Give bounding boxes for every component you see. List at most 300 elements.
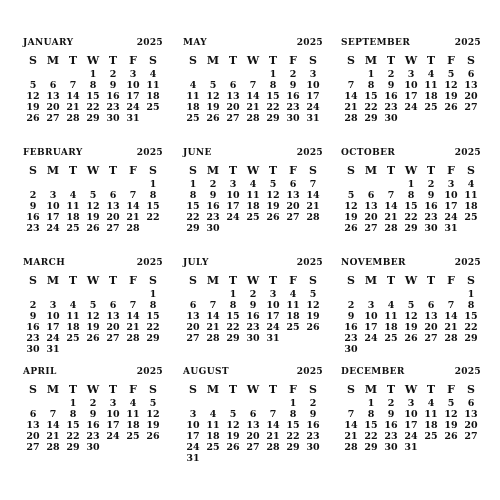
day-cell: 2 — [29, 300, 37, 311]
weekday-label: T — [386, 274, 396, 287]
day-cell: 14 — [126, 201, 140, 212]
day-cell: 20 — [26, 431, 40, 442]
day-cell: 9 — [387, 80, 395, 91]
day-cell: 1 — [189, 179, 197, 190]
weekday-label: F — [289, 274, 297, 287]
day-cell: 3 — [229, 179, 237, 190]
month-name: NOVEMBER — [341, 258, 406, 268]
weekday-label: S — [347, 164, 355, 177]
weeks-grid — [341, 289, 481, 355]
day-cell: 21 — [306, 201, 320, 212]
day-cell: 7 — [347, 80, 355, 91]
weekday-label: S — [309, 383, 317, 396]
day-cell: 4 — [189, 80, 197, 91]
day-cell: 3 — [407, 398, 415, 409]
empty-day-cell — [421, 344, 441, 355]
day-cell: 15 — [404, 201, 418, 212]
weekday-header-row — [23, 273, 163, 289]
month-header — [23, 38, 163, 52]
day-cell: 13 — [364, 201, 378, 212]
weekday-header-row — [183, 273, 323, 289]
day-cell: 18 — [186, 102, 200, 113]
day-cell: 12 — [26, 91, 40, 102]
day-cell: 23 — [206, 212, 220, 223]
month-year: 2025 — [136, 258, 163, 268]
day-cell: 9 — [209, 190, 217, 201]
empty-day-cell — [341, 69, 361, 80]
week-row — [183, 223, 323, 234]
day-cell: 25 — [424, 102, 438, 113]
day-cell: 12 — [146, 409, 160, 420]
empty-day-cell — [303, 333, 323, 344]
day-cell: 13 — [106, 311, 120, 322]
day-cell: 6 — [109, 300, 117, 311]
day-cell: 21 — [246, 102, 260, 113]
day-cell: 19 — [344, 212, 358, 223]
weekday-label: T — [228, 274, 238, 287]
day-cell: 9 — [309, 409, 317, 420]
day-cell: 27 — [186, 333, 200, 344]
day-cell: 9 — [109, 80, 117, 91]
day-cell: 24 — [404, 431, 418, 442]
day-cell: 6 — [467, 69, 475, 80]
weeks-grid — [183, 398, 323, 464]
week-row — [23, 311, 163, 322]
weekday-label: W — [404, 274, 418, 287]
month-name: OCTOBER — [341, 148, 396, 158]
day-cell: 14 — [246, 91, 260, 102]
empty-day-cell — [341, 179, 361, 190]
day-cell: 9 — [427, 190, 435, 201]
day-cell: 8 — [269, 80, 277, 91]
month-block-may — [183, 38, 323, 124]
weekday-label: M — [206, 274, 220, 287]
day-cell: 18 — [126, 420, 140, 431]
weekday-label: F — [289, 54, 297, 67]
day-cell: 10 — [404, 409, 418, 420]
day-cell: 28 — [126, 333, 140, 344]
day-cell: 19 — [226, 431, 240, 442]
day-cell: 20 — [106, 322, 120, 333]
day-cell: 17 — [46, 212, 60, 223]
weekday-label: S — [467, 274, 475, 287]
day-cell: 30 — [384, 442, 398, 453]
week-row — [23, 80, 163, 91]
day-cell: 22 — [286, 431, 300, 442]
week-row — [341, 223, 481, 234]
day-cell: 19 — [86, 212, 100, 223]
month-year: 2025 — [136, 148, 163, 158]
weekday-label: W — [246, 274, 260, 287]
month-block-november — [341, 258, 481, 355]
day-cell: 10 — [46, 311, 60, 322]
day-cell: 7 — [129, 190, 137, 201]
day-cell: 13 — [424, 311, 438, 322]
empty-day-cell — [421, 289, 441, 300]
week-row — [341, 91, 481, 102]
weekday-label: W — [404, 383, 418, 396]
month-header — [183, 367, 323, 381]
weekday-label: W — [86, 383, 100, 396]
day-cell: 26 — [146, 431, 160, 442]
weeks-grid — [23, 179, 163, 234]
week-row — [341, 212, 481, 223]
empty-day-cell — [441, 344, 461, 355]
day-cell: 27 — [364, 223, 378, 234]
day-cell: 14 — [344, 91, 358, 102]
day-cell: 6 — [229, 80, 237, 91]
day-cell: 23 — [344, 333, 358, 344]
month-header — [183, 148, 323, 162]
day-cell: 4 — [467, 179, 475, 190]
day-cell: 7 — [69, 80, 77, 91]
day-cell: 12 — [226, 420, 240, 431]
weekday-label: M — [206, 164, 220, 177]
day-cell: 5 — [149, 398, 157, 409]
empty-day-cell — [361, 289, 381, 300]
day-cell: 8 — [229, 300, 237, 311]
day-cell: 30 — [106, 113, 120, 124]
day-cell: 31 — [306, 113, 320, 124]
week-row — [23, 113, 163, 124]
day-cell: 27 — [464, 431, 478, 442]
day-cell: 26 — [266, 212, 280, 223]
day-cell: 14 — [46, 420, 60, 431]
weekday-label: T — [386, 164, 396, 177]
day-cell: 5 — [347, 190, 355, 201]
week-row — [23, 442, 163, 453]
weekday-label: T — [68, 274, 78, 287]
weekday-label: S — [467, 54, 475, 67]
empty-day-cell — [183, 398, 203, 409]
week-row — [341, 102, 481, 113]
week-row — [341, 409, 481, 420]
day-cell: 8 — [89, 80, 97, 91]
day-cell: 7 — [309, 179, 317, 190]
week-row — [341, 289, 481, 300]
day-cell: 28 — [206, 333, 220, 344]
day-cell: 2 — [289, 69, 297, 80]
weekday-label: S — [189, 383, 197, 396]
day-cell: 14 — [266, 420, 280, 431]
month-block-august — [183, 367, 323, 464]
day-cell: 28 — [444, 333, 458, 344]
day-cell: 2 — [209, 179, 217, 190]
week-row — [341, 113, 481, 124]
day-cell: 17 — [364, 322, 378, 333]
empty-day-cell — [341, 289, 361, 300]
weekday-label: S — [309, 274, 317, 287]
week-row — [23, 431, 163, 442]
week-row — [341, 69, 481, 80]
day-cell: 8 — [69, 409, 77, 420]
day-cell: 1 — [367, 398, 375, 409]
day-cell: 26 — [26, 113, 40, 124]
week-row — [341, 201, 481, 212]
day-cell: 4 — [427, 69, 435, 80]
day-cell: 24 — [404, 102, 418, 113]
day-cell: 18 — [66, 212, 80, 223]
day-cell: 3 — [269, 289, 277, 300]
day-cell: 29 — [186, 223, 200, 234]
day-cell: 19 — [206, 102, 220, 113]
weekday-header-row — [183, 53, 323, 69]
day-cell: 10 — [266, 300, 280, 311]
week-row — [23, 322, 163, 333]
day-cell: 29 — [86, 113, 100, 124]
day-cell: 25 — [424, 431, 438, 442]
month-header — [341, 148, 481, 162]
day-cell: 28 — [66, 113, 80, 124]
week-row — [183, 91, 323, 102]
day-cell: 5 — [229, 409, 237, 420]
day-cell: 3 — [447, 179, 455, 190]
day-cell: 20 — [226, 102, 240, 113]
empty-day-cell — [243, 453, 263, 464]
weekday-label: M — [46, 383, 60, 396]
month-block-february — [23, 148, 163, 234]
empty-day-cell — [83, 179, 103, 190]
day-cell: 7 — [249, 80, 257, 91]
day-cell: 25 — [66, 333, 80, 344]
weekday-label: W — [246, 164, 260, 177]
day-cell: 16 — [424, 201, 438, 212]
weekday-label: W — [86, 164, 100, 177]
month-block-december — [341, 367, 481, 453]
day-cell: 3 — [109, 398, 117, 409]
day-cell: 11 — [66, 311, 80, 322]
empty-day-cell — [381, 179, 401, 190]
day-cell: 10 — [106, 409, 120, 420]
day-cell: 31 — [266, 333, 280, 344]
day-cell: 9 — [29, 201, 37, 212]
day-cell: 27 — [286, 212, 300, 223]
week-row — [183, 409, 323, 420]
weekday-label: M — [206, 383, 220, 396]
day-cell: 26 — [86, 223, 100, 234]
day-cell: 26 — [404, 333, 418, 344]
day-cell: 4 — [69, 190, 77, 201]
empty-day-cell — [203, 69, 223, 80]
day-cell: 25 — [206, 442, 220, 453]
day-cell: 17 — [404, 420, 418, 431]
day-cell: 14 — [444, 311, 458, 322]
empty-day-cell — [43, 179, 63, 190]
day-cell: 18 — [464, 201, 478, 212]
day-cell: 21 — [206, 322, 220, 333]
day-cell: 20 — [364, 212, 378, 223]
day-cell: 26 — [86, 333, 100, 344]
day-cell: 25 — [126, 431, 140, 442]
day-cell: 15 — [186, 201, 200, 212]
week-row — [23, 190, 163, 201]
day-cell: 16 — [206, 201, 220, 212]
day-cell: 4 — [427, 398, 435, 409]
day-cell: 13 — [464, 80, 478, 91]
day-cell: 24 — [126, 102, 140, 113]
month-block-january — [23, 38, 163, 124]
week-row — [183, 289, 323, 300]
day-cell: 12 — [404, 311, 418, 322]
day-cell: 24 — [46, 223, 60, 234]
empty-day-cell — [243, 69, 263, 80]
month-name: FEBRUARY — [23, 148, 83, 158]
day-cell: 24 — [106, 431, 120, 442]
weekday-header-row — [341, 273, 481, 289]
day-cell: 26 — [444, 102, 458, 113]
week-row — [23, 179, 163, 190]
day-cell: 18 — [206, 431, 220, 442]
day-cell: 25 — [146, 102, 160, 113]
week-row — [23, 223, 163, 234]
empty-day-cell — [441, 289, 461, 300]
day-cell: 17 — [46, 322, 60, 333]
weekday-label: S — [29, 54, 37, 67]
day-cell: 16 — [384, 91, 398, 102]
month-block-july — [183, 258, 323, 344]
day-cell: 16 — [344, 322, 358, 333]
empty-day-cell — [183, 69, 203, 80]
day-cell: 13 — [286, 190, 300, 201]
day-cell: 16 — [86, 420, 100, 431]
day-cell: 9 — [29, 311, 37, 322]
empty-day-cell — [243, 398, 263, 409]
day-cell: 23 — [26, 223, 40, 234]
day-cell: 17 — [444, 201, 458, 212]
empty-day-cell — [421, 442, 441, 453]
empty-day-cell — [63, 69, 83, 80]
week-row — [341, 179, 481, 190]
day-cell: 20 — [464, 420, 478, 431]
day-cell: 20 — [424, 322, 438, 333]
day-cell: 2 — [89, 398, 97, 409]
weeks-grid — [23, 398, 163, 453]
day-cell: 21 — [126, 322, 140, 333]
day-cell: 27 — [26, 442, 40, 453]
weekday-label: S — [149, 274, 157, 287]
week-row — [23, 344, 163, 355]
day-cell: 15 — [464, 311, 478, 322]
weekday-label: T — [108, 54, 118, 67]
empty-day-cell — [263, 453, 283, 464]
empty-day-cell — [143, 442, 163, 453]
day-cell: 23 — [384, 431, 398, 442]
empty-day-cell — [203, 453, 223, 464]
empty-day-cell — [341, 398, 361, 409]
day-cell: 18 — [384, 322, 398, 333]
weekday-label: M — [364, 274, 378, 287]
day-cell: 15 — [266, 91, 280, 102]
month-year: 2025 — [296, 367, 323, 377]
day-cell: 11 — [286, 300, 300, 311]
empty-day-cell — [43, 289, 63, 300]
day-cell: 12 — [444, 80, 458, 91]
day-cell: 19 — [444, 91, 458, 102]
day-cell: 13 — [464, 409, 478, 420]
day-cell: 12 — [86, 201, 100, 212]
week-row — [341, 80, 481, 91]
weekday-label: S — [149, 54, 157, 67]
month-name: MAY — [183, 38, 208, 48]
day-cell: 21 — [46, 431, 60, 442]
month-year: 2025 — [454, 258, 481, 268]
day-cell: 22 — [404, 212, 418, 223]
day-cell: 2 — [309, 398, 317, 409]
empty-day-cell — [461, 113, 481, 124]
weekday-label: S — [347, 274, 355, 287]
day-cell: 13 — [106, 201, 120, 212]
day-cell: 1 — [69, 398, 77, 409]
empty-day-cell — [63, 289, 83, 300]
day-cell: 28 — [344, 113, 358, 124]
week-row — [341, 431, 481, 442]
month-header — [23, 148, 163, 162]
day-cell: 19 — [26, 102, 40, 113]
empty-day-cell — [63, 344, 83, 355]
day-cell: 22 — [226, 322, 240, 333]
day-cell: 13 — [186, 311, 200, 322]
week-row — [341, 344, 481, 355]
day-cell: 27 — [106, 333, 120, 344]
day-cell: 27 — [424, 333, 438, 344]
day-cell: 19 — [266, 201, 280, 212]
day-cell: 16 — [286, 91, 300, 102]
day-cell: 1 — [149, 179, 157, 190]
month-year: 2025 — [136, 367, 163, 377]
day-cell: 24 — [226, 212, 240, 223]
day-cell: 13 — [46, 91, 60, 102]
day-cell: 29 — [226, 333, 240, 344]
month-name: JANUARY — [23, 38, 74, 48]
weekday-label: S — [29, 164, 37, 177]
day-cell: 1 — [289, 398, 297, 409]
weekday-label: T — [108, 274, 118, 287]
day-cell: 22 — [186, 212, 200, 223]
day-cell: 4 — [149, 69, 157, 80]
day-cell: 3 — [367, 300, 375, 311]
weekday-label: F — [447, 164, 455, 177]
weekday-label: S — [189, 164, 197, 177]
empty-day-cell — [203, 289, 223, 300]
empty-day-cell — [223, 223, 243, 234]
day-cell: 5 — [29, 80, 37, 91]
day-cell: 21 — [126, 212, 140, 223]
day-cell: 30 — [384, 113, 398, 124]
day-cell: 4 — [289, 289, 297, 300]
month-header — [183, 38, 323, 52]
day-cell: 10 — [126, 80, 140, 91]
day-cell: 17 — [106, 420, 120, 431]
day-cell: 30 — [86, 442, 100, 453]
day-cell: 25 — [66, 223, 80, 234]
day-cell: 22 — [364, 431, 378, 442]
day-cell: 21 — [344, 102, 358, 113]
day-cell: 6 — [467, 398, 475, 409]
weeks-grid — [341, 398, 481, 453]
day-cell: 9 — [289, 80, 297, 91]
empty-day-cell — [421, 113, 441, 124]
day-cell: 7 — [129, 300, 137, 311]
weekday-label: S — [347, 54, 355, 67]
weekday-label: T — [228, 54, 238, 67]
day-cell: 18 — [146, 91, 160, 102]
day-cell: 30 — [246, 333, 260, 344]
month-header — [23, 367, 163, 381]
day-cell: 10 — [306, 80, 320, 91]
day-cell: 5 — [447, 69, 455, 80]
month-name: SEPTEMBER — [341, 38, 411, 48]
weekday-label: S — [467, 164, 475, 177]
